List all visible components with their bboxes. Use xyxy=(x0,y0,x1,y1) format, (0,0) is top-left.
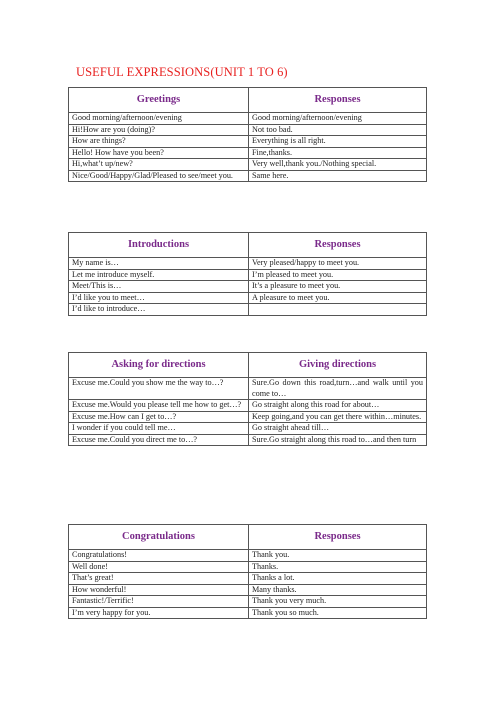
column-header: Responses xyxy=(249,525,427,550)
response-cell: Sure.Go straight along this road to…and then turn xyxy=(249,434,427,446)
table-row xyxy=(69,573,427,585)
table-header-row xyxy=(69,353,427,378)
response-cell: A pleasure to meet you. xyxy=(249,292,427,304)
response-cell: It’s a pleasure to meet you. xyxy=(249,281,427,293)
table-header-row xyxy=(69,88,427,113)
response-cell: Thank you so much. xyxy=(249,607,427,619)
expression-cell: That’s great! xyxy=(69,573,249,585)
introductions-table xyxy=(68,232,427,316)
expression-cell: How wonderful! xyxy=(69,584,249,596)
expression-cell: Hello! How have you been? xyxy=(69,147,249,159)
expression-cell: I’d like to introduce… xyxy=(69,304,249,316)
column-header: Introductions xyxy=(69,233,249,258)
table-row xyxy=(69,269,427,281)
expression-cell: Hi!How are you (doing)? xyxy=(69,124,249,136)
congratulations-table xyxy=(68,524,427,619)
response-cell: Very well,thank you./Nothing special. xyxy=(249,159,427,171)
expression-cell: I’m very happy for you. xyxy=(69,607,249,619)
table-header-row xyxy=(69,233,427,258)
expression-cell: My name is… xyxy=(69,258,249,270)
table-row xyxy=(69,561,427,573)
table-row xyxy=(69,292,427,304)
column-header: Responses xyxy=(249,233,427,258)
response-cell: Same here. xyxy=(249,170,427,182)
column-header: Giving directions xyxy=(249,353,427,378)
column-header: Congratulations xyxy=(69,525,249,550)
table-row xyxy=(69,124,427,136)
expression-cell: How are things? xyxy=(69,136,249,148)
response-cell: Thanks. xyxy=(249,561,427,573)
expression-cell: Excuse me.Would you please tell me how to get…? xyxy=(69,400,249,412)
column-header: Responses xyxy=(249,88,427,113)
response-cell: Sure.Go down this road,turn…and walk until you come to… xyxy=(249,378,427,400)
response-cell: I’m pleased to meet you. xyxy=(249,269,427,281)
document-title: USEFUL EXPRESSIONS(UNIT 1 TO 6) xyxy=(76,65,288,79)
expression-cell: Congratulations! xyxy=(69,550,249,562)
table-row xyxy=(69,304,427,316)
expression-cell: I’d like you to meet… xyxy=(69,292,249,304)
directions-table xyxy=(68,352,427,446)
table-row xyxy=(69,400,427,412)
table-row xyxy=(69,147,427,159)
table-row xyxy=(69,434,427,446)
response-cell: Many thanks. xyxy=(249,584,427,596)
response-cell: Go straight ahead till… xyxy=(249,423,427,435)
response-cell: Not too bad. xyxy=(249,124,427,136)
expression-cell: Hi,what’t up/new? xyxy=(69,159,249,171)
table-row xyxy=(69,550,427,562)
expression-cell: Good morning/afternoon/evening xyxy=(69,113,249,125)
response-cell: Thank you. xyxy=(249,550,427,562)
table-row xyxy=(69,258,427,270)
expression-cell: Nice/Good/Happy/Glad/Pleased to see/meet you. xyxy=(69,170,249,182)
response-cell: Thank you very much. xyxy=(249,596,427,608)
column-header: Asking for directions xyxy=(69,353,249,378)
expression-cell: Let me introduce myself. xyxy=(69,269,249,281)
response-cell: Keep going,and you can get there within…minutes. xyxy=(249,411,427,423)
table-row xyxy=(69,411,427,423)
table-row xyxy=(69,378,427,400)
response-cell: Fine,thanks. xyxy=(249,147,427,159)
table-row xyxy=(69,170,427,182)
table-header-row xyxy=(69,525,427,550)
response-cell: Very pleased/happy to meet you. xyxy=(249,258,427,270)
response-cell: Everything is all right. xyxy=(249,136,427,148)
response-cell: Go straight along this road for about… xyxy=(249,400,427,412)
table-row xyxy=(69,136,427,148)
table-row xyxy=(69,607,427,619)
expression-cell: Excuse me.How can I get to…? xyxy=(69,411,249,423)
response-cell xyxy=(249,304,427,316)
table-row xyxy=(69,159,427,171)
expression-cell: Excuse me.Could you direct me to…? xyxy=(69,434,249,446)
response-cell: Good morning/afternoon/evening xyxy=(249,113,427,125)
table-row xyxy=(69,281,427,293)
expression-cell: Well done! xyxy=(69,561,249,573)
column-header: Greetings xyxy=(69,88,249,113)
expression-cell: Meet/This is… xyxy=(69,281,249,293)
table-row xyxy=(69,113,427,125)
response-cell: Thanks a lot. xyxy=(249,573,427,585)
table-row xyxy=(69,584,427,596)
table-row xyxy=(69,596,427,608)
greetings-table xyxy=(68,87,427,182)
table-row xyxy=(69,423,427,435)
expression-cell: Excuse me.Could you show me the way to…? xyxy=(69,378,249,400)
expression-cell: Fantastic!/Terrific! xyxy=(69,596,249,608)
expression-cell: I wonder if you could tell me… xyxy=(69,423,249,435)
